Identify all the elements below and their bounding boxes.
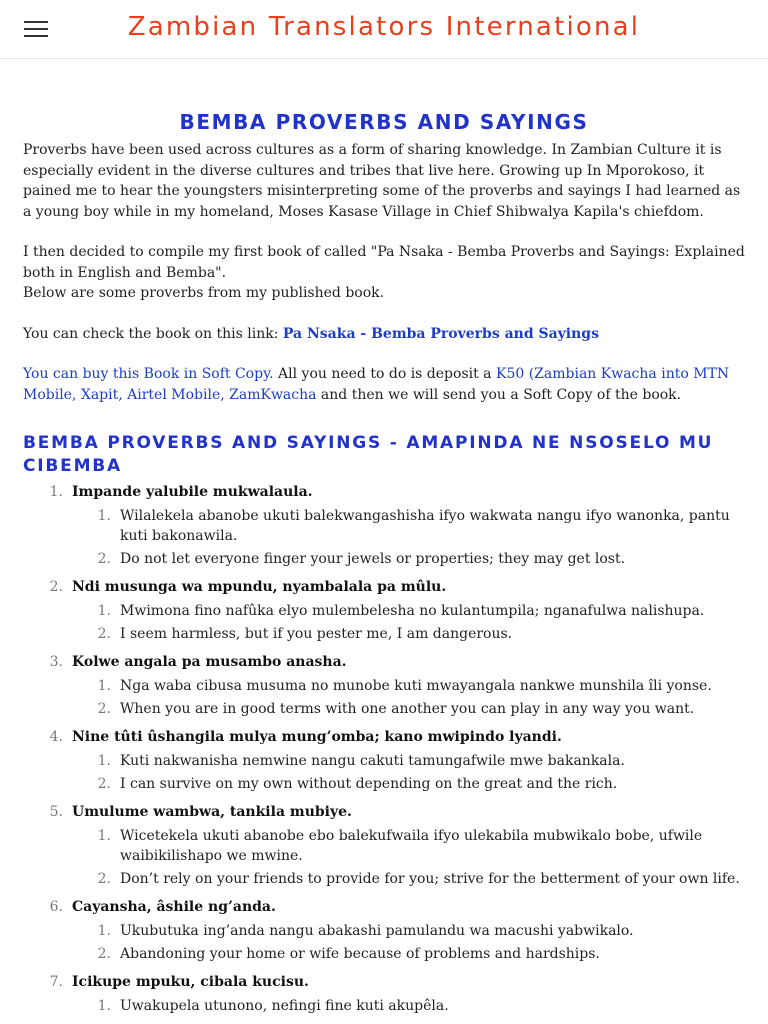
explanation-number: 1. bbox=[97, 508, 111, 524]
proverb-explanation-item bbox=[72, 624, 745, 647]
proverb-explanation-item bbox=[72, 601, 745, 624]
book-paragraph bbox=[23, 242, 745, 304]
proverb-number: 7. bbox=[49, 974, 63, 990]
proverb-item bbox=[23, 802, 745, 897]
buy-soft-copy-link[interactable]: You can buy this Book in Soft Copy. bbox=[23, 366, 274, 382]
proverb-title: Umulume wambwa, tankila mubiye. bbox=[72, 804, 352, 820]
proverb-explanation-list bbox=[72, 506, 745, 577]
proverb-item bbox=[23, 972, 745, 1024]
intro-paragraph: Proverbs have been used across cultures as a form of sharing knowledge. In Zambian Culture it is especially evident in the diverse cultures and tribes that live here. Growing up In Mporokoso, it pained me to hear the youngsters misinterpreting some of the proverbs and sayings I had learned as a young boy while in my homeland, Moses Kasase Village in Chief Shibwalya Kapila's chiefdom. bbox=[23, 142, 741, 220]
proverb-explanation-list bbox=[72, 601, 745, 652]
main-content bbox=[23, 110, 745, 1024]
proverb-title: Icikupe mpuku, cibala kucisu. bbox=[72, 974, 309, 990]
proverb-explanation-list bbox=[72, 751, 745, 802]
proverb-title: Kolwe angala pa musambo anasha. bbox=[72, 654, 347, 670]
proverb-item bbox=[23, 577, 745, 652]
proverb-explanation-list bbox=[72, 676, 745, 727]
proverb-explanation-item bbox=[72, 921, 745, 944]
proverb-explanation-item bbox=[72, 996, 745, 1019]
deposit-link[interactable]: K50 (Zambian Kwacha into MTN Mobile, Xapit, Airtel Mobile, ZamKwacha bbox=[23, 366, 730, 403]
proverb-explanation-item bbox=[72, 676, 745, 699]
proverb-number: 2. bbox=[49, 579, 63, 595]
proverb-number: 5. bbox=[49, 804, 63, 820]
proverb-explanation-list bbox=[72, 921, 745, 972]
proverb-explanation-item bbox=[72, 699, 745, 722]
book-description: I then decided to compile my first book of called "Pa Nsaka - Bemba Proverbs and Sayings: Explained both in English and Bemba". bbox=[23, 244, 745, 281]
explanation-number: 2. bbox=[97, 871, 111, 887]
proverb-title: Nine tûti ûshangila mulya mung’omba; kano mwipindo lyandi. bbox=[72, 729, 562, 745]
section-heading: BEMBA PROVERBS AND SAYINGS - AMAPINDA NE NSOSELO MU CIBEMBA bbox=[23, 433, 714, 476]
explanation-text: I seem harmless, but if you pester me, I am dangerous. bbox=[120, 626, 513, 642]
check-book-paragraph bbox=[23, 324, 745, 345]
proverb-number: 3. bbox=[49, 654, 63, 670]
explanation-text: Mwimona fino nafûka elyo mulembelesha no kulantumpila; nganafulwa nalishupa. bbox=[120, 603, 705, 619]
explanation-text: Uwakupela utunono, nefingi fine kuti akupêla. bbox=[120, 998, 449, 1014]
explanation-text: Wilalekela abanobe ukuti balekwangashisha ifyo wakwata nangu ifyo wanonka, pantu kuti bakonawila. bbox=[120, 508, 730, 544]
proverb-list bbox=[23, 482, 745, 1024]
proverb-explanation-item bbox=[72, 826, 745, 869]
explanation-text: Do not let everyone finger your jewels or properties; they may get lost. bbox=[120, 551, 626, 567]
site-title[interactable]: Zambian Translators International bbox=[127, 12, 641, 42]
proverb-explanation-item bbox=[72, 774, 745, 797]
proverb-explanation-item bbox=[72, 944, 745, 967]
proverb-item bbox=[23, 482, 745, 577]
proverb-number: 4. bbox=[49, 729, 63, 745]
explanation-text: I can survive on my own without depending on the great and the rich. bbox=[120, 776, 618, 792]
site-header bbox=[0, 0, 768, 59]
proverb-explanation-list bbox=[72, 826, 745, 897]
proverb-title: Ndi musunga wa mpundu, nyambalala pa mûlu. bbox=[72, 579, 447, 595]
explanation-text: Kuti nakwanisha nemwine nangu cakuti tamungafwile mwe bakankala. bbox=[120, 753, 625, 769]
proverb-explanation-item bbox=[72, 549, 745, 572]
explanation-number: 2. bbox=[97, 701, 111, 717]
proverb-explanation-item bbox=[72, 869, 745, 892]
proverb-item bbox=[23, 727, 745, 802]
explanation-number: 1. bbox=[97, 828, 111, 844]
buy-middle-text: All you need to do is deposit a bbox=[273, 366, 496, 382]
book-note: Below are some proverbs from my published book. bbox=[23, 285, 385, 301]
explanation-text: Ukubutuka ing’anda nangu abakashi pamulandu wa macushi yabwikalo. bbox=[120, 923, 634, 939]
proverb-item bbox=[23, 897, 745, 972]
explanation-number: 1. bbox=[97, 753, 111, 769]
explanation-number: 1. bbox=[97, 998, 111, 1014]
explanation-text: Nga waba cibusa musuma no munobe kuti mwayangala nankwe munshila îli yonse. bbox=[120, 678, 712, 694]
explanation-number: 1. bbox=[97, 603, 111, 619]
proverb-number: 1. bbox=[49, 484, 63, 500]
page-title: BEMBA PROVERBS AND SAYINGS bbox=[179, 110, 589, 134]
buy-suffix-text: and then we will send you a Soft Copy of the book. bbox=[316, 386, 682, 403]
explanation-text: Wicetekela ukuti abanobe ebo balekufwaila ifyo ulekabila mubwikalo bobe, ufwile waibikilishapo we mwine. bbox=[120, 828, 703, 864]
proverb-title: Cayansha, âshile ng’anda. bbox=[72, 899, 276, 915]
proverb-item bbox=[23, 652, 745, 727]
explanation-text: Abandoning your home or wife because of problems and hardships. bbox=[120, 946, 600, 962]
explanation-number: 1. bbox=[97, 923, 111, 939]
buy-paragraph bbox=[23, 364, 745, 405]
check-book-prefix: You can check the book on this link: bbox=[23, 325, 283, 342]
explanation-text: Don’t rely on your friends to provide for you; strive for the betterment of your own life. bbox=[120, 871, 740, 887]
explanation-number: 1. bbox=[97, 678, 111, 694]
explanation-number: 2. bbox=[97, 551, 111, 567]
book-link[interactable]: Pa Nsaka - Bemba Proverbs and Sayings bbox=[282, 325, 599, 342]
explanation-number: 2. bbox=[97, 946, 111, 962]
proverb-explanation-item bbox=[72, 506, 745, 549]
explanation-number: 2. bbox=[97, 626, 111, 642]
proverb-title: Impande yalubile mukwalaula. bbox=[72, 484, 313, 500]
proverb-explanation-list bbox=[72, 996, 745, 1024]
proverb-number: 6. bbox=[49, 899, 63, 915]
proverb-explanation-item bbox=[72, 751, 745, 774]
explanation-number: 2. bbox=[97, 776, 111, 792]
explanation-text: When you are in good terms with one another you can play in any way you want. bbox=[120, 701, 695, 717]
